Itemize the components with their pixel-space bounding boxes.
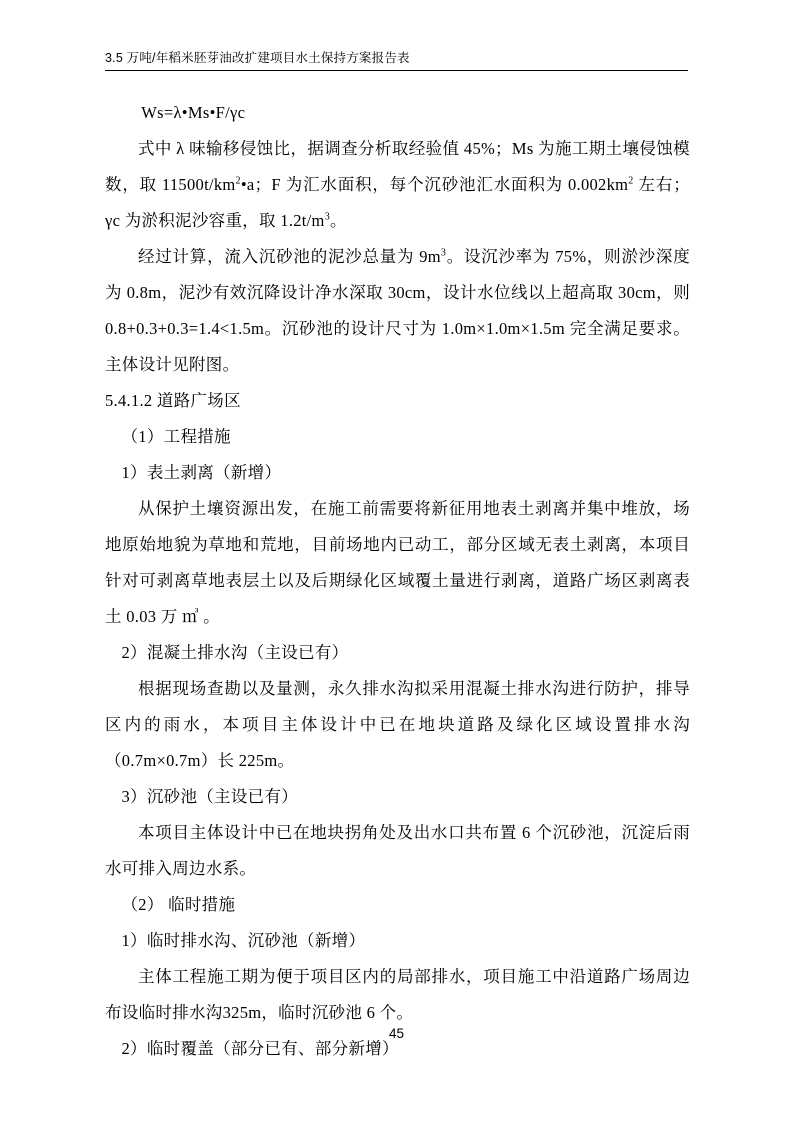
- paragraph-1-sup-2: 2: [628, 175, 634, 187]
- paragraph-6: 主体工程施工期为便于项目区内的局部排水，项目施工中沿道路广场周边布设临时排水沟325m，临时沉砂池 6 个。: [105, 967, 690, 1022]
- paragraph-1-part-c: 左右；γc 为淤积泥沙容重，取 1.2t/m: [105, 175, 691, 230]
- page-number: 45: [388, 1026, 405, 1041]
- paragraph-5: 本项目主体设计中已在地块拐角处及出水口共布置 6 个沉砂池，沉淀后雨水可排入周边水系。: [105, 823, 690, 878]
- heading-topsoil-stripping: 1）表土剥离（新增）: [121, 463, 282, 482]
- paragraph-2-part-a: 经过计算，流入沉砂池的泥沙总量为 9m: [138, 247, 441, 266]
- heading-sedimentation-tank: 3）沉砂池（主设已有）: [121, 787, 299, 806]
- heading-temporary-drainage: 1）临时排水沟、沉砂池（新增）: [121, 931, 366, 950]
- paragraph-1-part-b: •a；F 为汇水面积，每个沉砂池汇水面积为 0.002km: [240, 175, 629, 194]
- paragraph-1-sup-3: 3: [324, 211, 331, 223]
- heading-5-4-1-2: 5.4.1.2 道路广场区: [105, 391, 241, 410]
- page-header: 3.5 万吨/年稻米胚芽油改扩建项目水土保持方案报告表: [105, 51, 410, 65]
- paragraph-2: [105, 239, 690, 383]
- paragraph-2-sup-1: 3: [440, 247, 447, 259]
- document-body: [105, 95, 690, 1067]
- paragraph-1-part-a: 式中 λ 味输移侵蚀比，据调查分析取经验值 45%；Ms 为施工期土壤侵蚀模数，取 11500t/km: [105, 139, 690, 194]
- paragraph-2-part-b: 。设沉沙率为 75%，则淤沙深度为 0.8m，泥沙有效沉降设计净水深取 30cm，设计水位线以上超高取 30cm，则 0.8+0.3+0.3=1.4<1.5m。沉砂池的设计尺寸为 1.0m×1.0m×1.5m 完全满足要求。主体设计见附图。: [105, 247, 690, 374]
- paragraph-1-part-d: 。: [330, 211, 347, 230]
- paragraph-1-sup-1: 2: [235, 175, 241, 187]
- heading-temporary-cover: 2）临时覆盖（部分已有、部分新增）: [121, 1039, 399, 1058]
- formula-line: Ws=λ•Ms•F/γc: [141, 103, 246, 122]
- paragraph-3: 从保护土壤资源出发，在施工前需要将新征用地表土剥离并集中堆放，场地原始地貌为草地和荒地，目前场地内已动工，部分区域无表土剥离，本项目针对可剥离草地表层土以及后期绿化区域覆土量进行剥离，道路广场区剥离表土 0.03 万 ㎥ 。: [105, 499, 690, 626]
- heading-temporary-measures: （2） 临时措施: [121, 895, 236, 914]
- paragraph-1: [105, 131, 690, 239]
- heading-engineering-measures: （1）工程措施: [121, 427, 231, 446]
- header-divider: [105, 70, 688, 71]
- heading-concrete-drainage-ditch: 2）混凝土排水沟（主设已有）: [121, 643, 349, 662]
- paragraph-4: 根据现场查勘以及量测，永久排水沟拟采用混凝土排水沟进行防护，排导区内的雨水，本项目主体设计中已在地块道路及绿化区域设置排水沟（0.7m×0.7m）长 225m。: [105, 679, 690, 770]
